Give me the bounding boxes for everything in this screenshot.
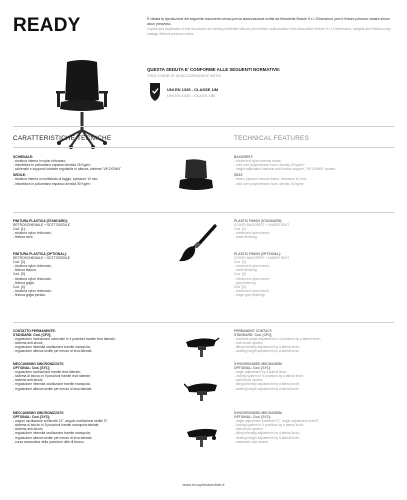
block-line: RETROSCHIENALE + SOTTOSEDILE bbox=[13, 223, 71, 228]
block-line: - finitura grigia. bbox=[13, 280, 35, 285]
block-line: - sistema di blocco in 5 posizioni tramite leva laterale; bbox=[13, 374, 91, 379]
norms-subtitle: THIS CHAIR IS IN ACCORDANCE WITH: bbox=[147, 73, 222, 78]
block-heading: SEDILE: bbox=[13, 173, 27, 178]
mechanism-sy1-icon bbox=[184, 378, 220, 402]
synchro-sy2-en bbox=[234, 411, 394, 444]
backrest-block-it bbox=[13, 155, 163, 186]
block-line: Cod. [4]: bbox=[234, 284, 247, 289]
block-line: - struttura nylon rinforzato; bbox=[13, 276, 52, 281]
block-line: - seating height adjustment by a lateral lever; bbox=[234, 435, 300, 440]
block-line: - tilting intensity adjustment by a lateral knob; bbox=[234, 431, 300, 436]
block-line: - tilting intensity adjustment by a lateral knob; bbox=[234, 382, 300, 387]
block-line: - regolazione intensità oscillazione tramite manopola; bbox=[13, 345, 91, 350]
block-line: - finitura nera. bbox=[13, 235, 34, 240]
product-title: READY bbox=[13, 15, 81, 36]
block-line: - regolazione altezza sedile per mezzo di leva laterale; bbox=[13, 435, 93, 440]
block-line: - locking system in 5 positions by a lateral knob; bbox=[234, 423, 304, 428]
block-line: Cod. [3]: bbox=[13, 260, 26, 265]
block-line: - beige grey finishing. bbox=[234, 292, 266, 297]
block-line: - regolazione inclinazione tramite leva laterale; bbox=[13, 370, 81, 375]
norm-line-en: UNI EN 1335 - CLASS 1IM bbox=[167, 93, 216, 98]
certification-badge-icon bbox=[147, 82, 163, 102]
block-heading: PLASTIC FINISH (STANDARD): bbox=[234, 219, 283, 223]
block-line: Cod. [3]: bbox=[234, 260, 247, 265]
block-line: Cod. [4]: bbox=[13, 284, 26, 289]
block-line: Cod. [3]: bbox=[13, 272, 26, 277]
block-line: - tilting intensity adjustment by a lateral knob; bbox=[234, 345, 300, 350]
block-heading: CONTATTO PERMANENTE: bbox=[13, 329, 56, 333]
block-line: - angle adjustment by a lateral lever; bbox=[234, 370, 288, 375]
intro-text bbox=[147, 17, 395, 37]
block-line: - regolazione intensità oscillazione tramite manopola; bbox=[13, 382, 91, 387]
block-line: OPTIONAL: Cod. [SY1]; bbox=[234, 366, 271, 371]
block-line: OPTIONAL: Cod. [SY1]; bbox=[13, 366, 50, 371]
synchro-sy1-it bbox=[13, 362, 163, 391]
seat-foam-icon bbox=[176, 158, 216, 194]
block-heading: SEAT: bbox=[234, 173, 244, 178]
block-line: - reinforced nylon frame; bbox=[234, 288, 270, 293]
block-line: - finitura grigia perlata. bbox=[13, 292, 46, 297]
block-line: - locking system in 5 positions by a lateral lever; bbox=[234, 374, 304, 379]
block-line: OPTIONAL: Cod. [SY2]; bbox=[13, 415, 50, 420]
block-line: Cod. [1]: bbox=[234, 227, 247, 232]
norm-line-it: UNI EN 1335 - CLASSE 1IM bbox=[167, 87, 219, 92]
section-title-it: CARATTERISTICHE TECNICHE bbox=[13, 135, 112, 142]
block-line: RETROSCHIENALE + SOTTOSEDILE bbox=[13, 256, 71, 261]
mechanism-sy2-icon bbox=[184, 424, 220, 448]
block-line: - struttura interna in nylon rinforzato; bbox=[13, 159, 66, 164]
block-line: - struttura nylon rinforzato; bbox=[13, 231, 52, 236]
block-line: - backrest angle adjustment in 4 positions by a lateral lever; bbox=[234, 337, 321, 342]
block-line: OPTIONAL: Cod. [SY2]; bbox=[234, 415, 271, 420]
block-line: - seating height adjustment by a lateral lever. bbox=[234, 349, 300, 354]
block-line: - cold cure polyurethane foam, density 25 kg/m³; bbox=[234, 163, 305, 168]
block-line: STANDARD: Cod. [CP2]; bbox=[13, 333, 52, 338]
block-heading: BACKREST: bbox=[234, 155, 254, 159]
footer-url[interactable]: www.mosphelasedute.it bbox=[182, 482, 225, 487]
block-line: - sistema anti-shock; bbox=[13, 341, 44, 346]
permanent-contact-it bbox=[13, 329, 163, 354]
divider bbox=[13, 212, 394, 213]
block-heading: FINITURA PLASTICA (STANDARD): bbox=[13, 219, 69, 223]
block-line: Cod. [1]: bbox=[13, 227, 26, 232]
block-line: - angle adjustment backrest 21°, angle adjustment seat 9°; bbox=[234, 419, 320, 424]
block-line: - anti-shock system; bbox=[234, 378, 264, 383]
block-line: - anti-shock system; bbox=[234, 427, 264, 432]
block-line: - schienale e supporto lombare regolabile in altezza, sistema "UP-DOWN" bbox=[13, 167, 121, 172]
mechanism-cp2-icon bbox=[184, 334, 220, 358]
finish-optional-en bbox=[234, 252, 394, 297]
block-line: - sistema anti-shock; bbox=[13, 378, 44, 383]
block-line: - sistema di blocco in 5 posizioni tramite manopola laterale; bbox=[13, 423, 100, 428]
block-heading: MECCANISMO SINCRONIZZATO bbox=[13, 411, 64, 415]
finish-optional-it bbox=[13, 252, 163, 297]
block-line: - anti-shock system; bbox=[234, 341, 264, 346]
block-line: Cod. [3]: bbox=[234, 272, 247, 277]
block-heading: SYNCHRONISED MECHANISM bbox=[234, 411, 282, 415]
block-line: - reinforced nylon internal frame; bbox=[234, 159, 282, 164]
intro-en: Copies and duplicates of this document are strictly prohibited without prior written authorisation from Moschella Sedute S.r.l. Dimensions, weights and finishes may change without previous notice. bbox=[147, 27, 391, 36]
block-heading: PERMANENT CONTACT: bbox=[234, 329, 273, 333]
block-line: - grey finishing. bbox=[234, 280, 257, 285]
norms-title: QUESTA SEDUTA E' CONFORME ALLE SEGUENTI NORMATIVE: bbox=[147, 67, 281, 72]
synchro-sy1-en bbox=[234, 362, 394, 391]
block-line: - cold cure polyurethane foam, density 30 kg/m³. bbox=[234, 181, 305, 186]
block-line: - reinforced nylon frame; bbox=[234, 231, 270, 236]
finish-standard-it bbox=[13, 219, 163, 239]
block-line: - angolo oscillazione schienale 21°, angolo oscillazione sedile 9°; bbox=[13, 419, 108, 424]
block-line: - imbottitura in poliuretano espanso densità 25 Kg/m³; bbox=[13, 163, 92, 168]
block-line: - seating height adjustment by a lateral lever. bbox=[234, 386, 300, 391]
divider bbox=[13, 147, 394, 148]
block-line: - finitura bianca. bbox=[13, 268, 37, 273]
block-line: - white finishing. bbox=[234, 268, 258, 273]
block-line: - regolazione inclinazione schienale in 4 posizioni tramite leva laterale; bbox=[13, 337, 116, 342]
paint-brush-icon bbox=[177, 224, 219, 264]
intro-it: È vietata la riproduzione del seguente documento senza previa autorizzazione scritta da Moschella Sedute S.r.l. Dimensioni, pesi e finiture possono variare senza alcun preavviso. bbox=[147, 17, 390, 26]
block-line: COVER BACKREST + UNDER SEAT bbox=[234, 223, 290, 228]
block-line: - sistema anti-shock; bbox=[13, 427, 44, 432]
block-line: - corsa automatica della posizione utile di blocco. bbox=[13, 439, 85, 444]
block-line: - regolazione intensità oscillazione tramite manopola; bbox=[13, 431, 91, 436]
block-line: - automatic stop search. bbox=[234, 439, 270, 444]
block-line: STANDARD: Cod. [CP2]; bbox=[234, 333, 273, 338]
block-line: - imbottitura in poliuretano espanso densità 30 Kg/m³. bbox=[13, 181, 92, 186]
block-line: COVER BACKREST + UNDER SEAT bbox=[234, 256, 290, 261]
block-heading: FINITURA PLASTICA (OPTIONAL): bbox=[13, 252, 67, 256]
divider bbox=[13, 322, 394, 323]
block-heading: SCHIENALE: bbox=[13, 155, 34, 159]
block-line: - black finishing. bbox=[234, 235, 258, 240]
block-line: - struttura nylon rinforzato; bbox=[13, 264, 52, 269]
permanent-contact-en bbox=[234, 329, 394, 354]
block-line: - beech plywood internal frame, thickness 10 mm; bbox=[234, 177, 307, 182]
backrest-block-en bbox=[234, 155, 394, 186]
block-heading: SYNCHRONISED MECHANISM bbox=[234, 362, 282, 366]
block-heading: MECCANISMO SINCRONIZZATO bbox=[13, 362, 64, 366]
block-line: - reinforced nylon frame; bbox=[234, 276, 270, 281]
block-line: - reinforced nylon frame; bbox=[234, 264, 270, 269]
block-line: - struttura interna in multistrato di faggio, spessore 10 mm; bbox=[13, 177, 99, 182]
block-line: - height adjustable backrest and lumbar support, "UP-DOWN" system. bbox=[234, 167, 337, 172]
block-line: - regolazione altezza sedile per mezzo di leva laterale. bbox=[13, 386, 93, 391]
finish-standard-en bbox=[234, 219, 394, 239]
block-heading: PLASTIC FINISH (OPTIONAL): bbox=[234, 252, 282, 256]
section-title-en: TECHNICAL FEATURES bbox=[234, 135, 309, 142]
block-line: - regolazione altezza sedile per mezzo di leva laterale. bbox=[13, 349, 93, 354]
divider bbox=[13, 126, 394, 127]
synchro-sy2-it bbox=[13, 411, 163, 444]
block-line: - struttura nylon rinforzato; bbox=[13, 288, 52, 293]
